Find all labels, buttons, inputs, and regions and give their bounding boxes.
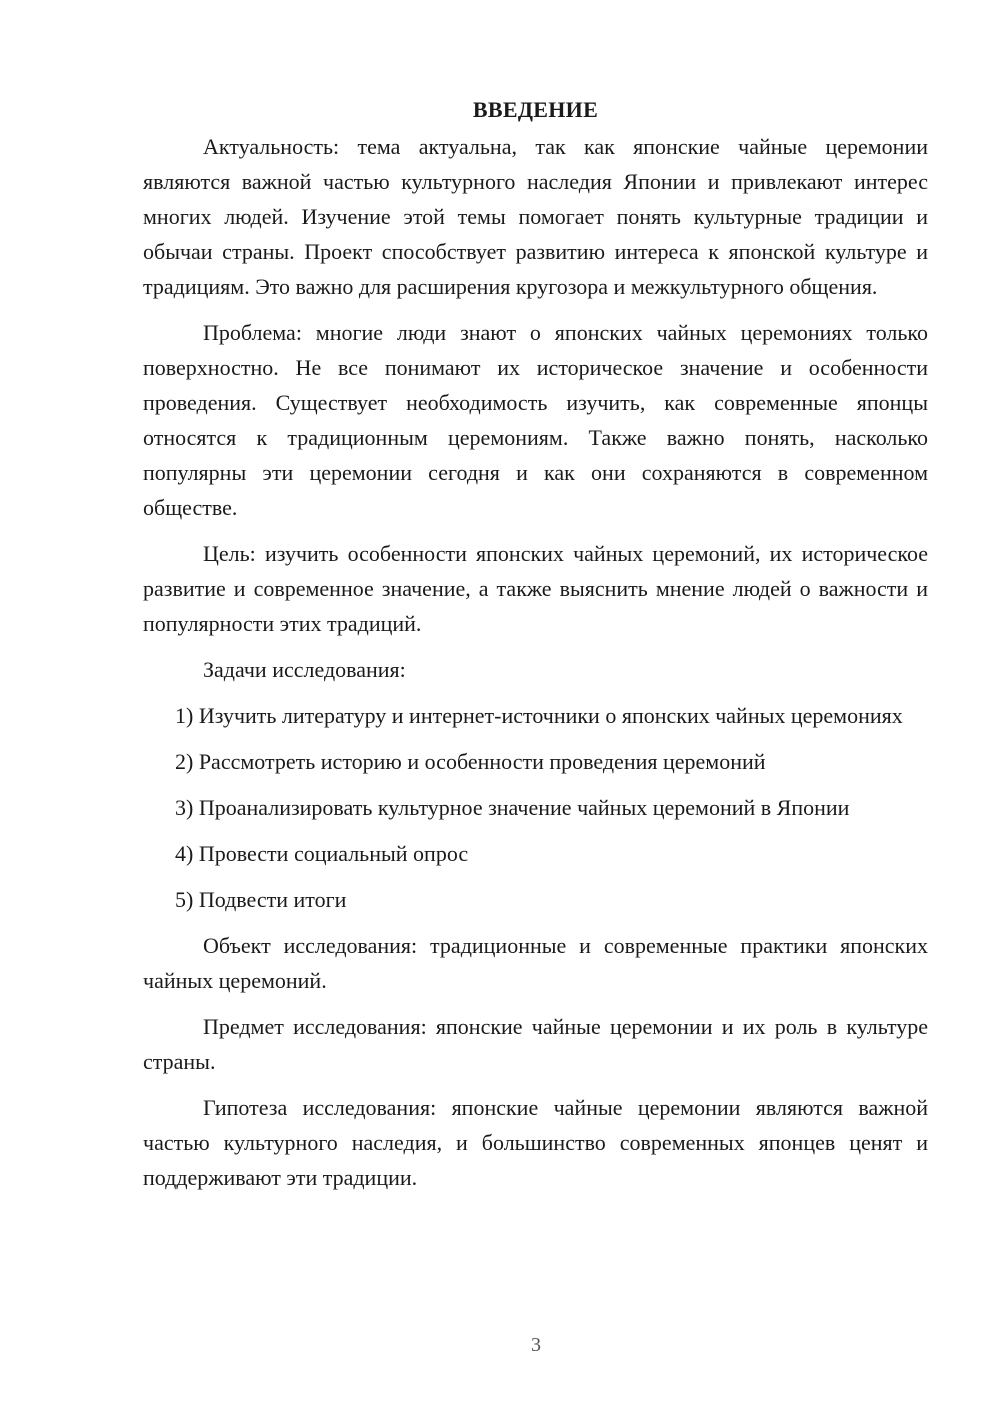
tasks-heading: Задачи исследования: (203, 657, 406, 682)
page-number: 3 (531, 1334, 541, 1356)
problem-paragraph: Проблема: многие люди знают о японских чайных церемониях только поверхностно. Не все понимают их историческое значение и особенности проведения. Существует необходимость изучить, как современные японцы относятся к традиционным церемониям. Также важно понять, насколько популярны эти церемонии сегодня и как они сохраняются в современном обществе. (143, 320, 928, 520)
list-item: 4) Провести социальный опрос (175, 841, 469, 866)
subject-paragraph: Предмет исследования: японские чайные церемонии и их роль в культуре страны. (143, 1014, 928, 1074)
object-paragraph: Объект исследования: традиционные и современные практики японских чайных церемоний. (143, 933, 928, 993)
goal-paragraph: Цель: изучить особенности японских чайных церемоний, их историческое развитие и современное значение, а также выяснить мнение людей о важности и популярности этих традиций. (143, 541, 928, 636)
list-item: 2) Рассмотреть историю и особенности проведения церемоний (175, 749, 766, 774)
relevance-paragraph: Актуальность: тема актуальна, так как японские чайные церемонии являются важной частью культурного наследия Японии и привлекают интерес многих людей. Изучение этой темы помогает понять культурные традиции и обычаи страны. Проект способствует развитию интереса к японской культуре и традициям. Это важно для расширения кругозора и межкультурного общения. (143, 134, 928, 299)
tasks-list (143, 698, 928, 917)
page-content (143, 92, 928, 1206)
section-heading: ВВЕДЕНИЕ (472, 97, 599, 122)
list-item: 5) Подвести итоги (175, 887, 347, 912)
list-item: 3) Проанализировать культурное значение чайных церемоний в Японии (175, 795, 850, 820)
hypothesis-paragraph: Гипотеза исследования: японские чайные церемонии являются важной частью культурного наследия, и большинство современных японцев ценят и поддерживают эти традиции. (143, 1095, 928, 1190)
list-item: 1) Изучить литературу и интернет-источники о японских чайных церемониях (175, 703, 903, 728)
